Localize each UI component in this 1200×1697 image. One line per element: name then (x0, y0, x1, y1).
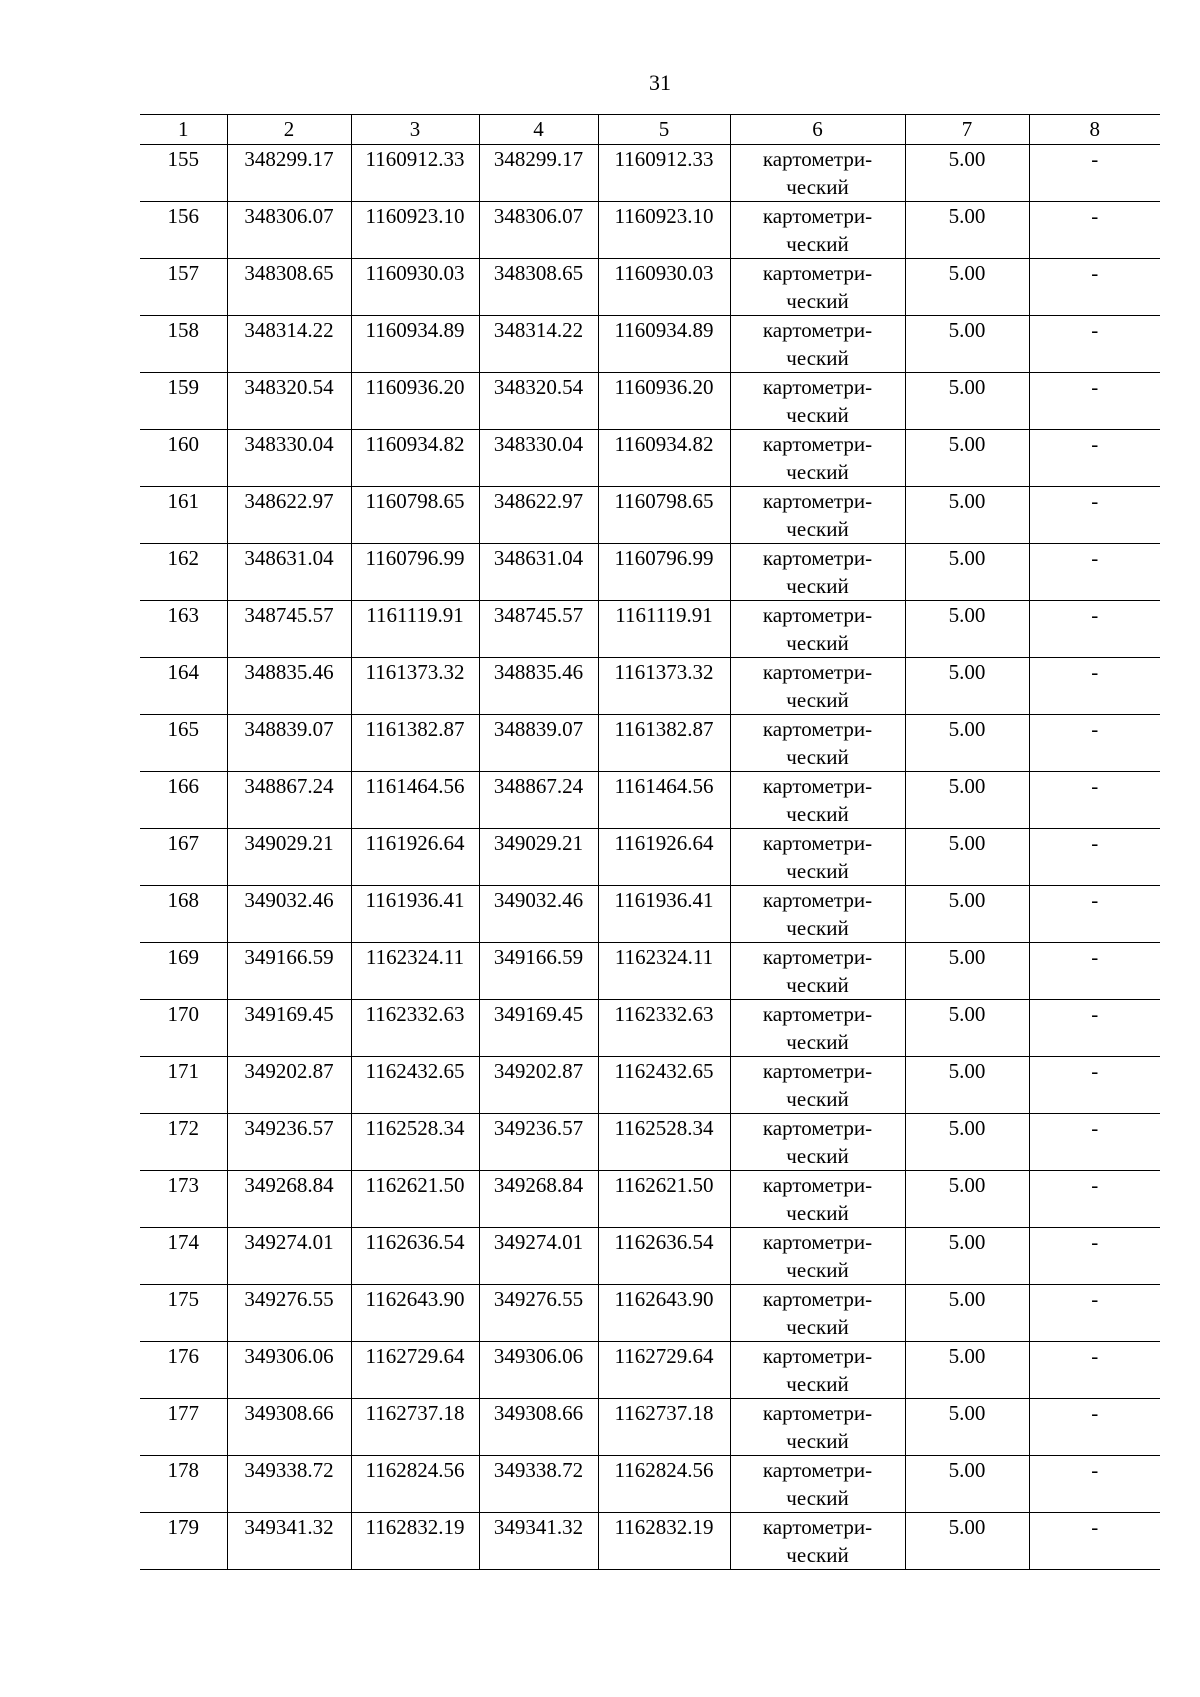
cell-y-coordinate-2: 1162621.50 (598, 1171, 730, 1228)
cell-accuracy: 5.00 (905, 1342, 1029, 1399)
cell-accuracy: 5.00 (905, 544, 1029, 601)
cell-method: картометри- ческий (730, 544, 905, 601)
cell-x-coordinate: 349308.66 (227, 1399, 351, 1456)
column-header-6: 6 (730, 115, 905, 145)
cell-x-coordinate-2: 349306.06 (479, 1342, 598, 1399)
cell-accuracy: 5.00 (905, 1285, 1029, 1342)
cell-method: картометри- ческий (730, 316, 905, 373)
cell-accuracy: 5.00 (905, 715, 1029, 772)
cell-accuracy: 5.00 (905, 1456, 1029, 1513)
cell-note: - (1029, 373, 1160, 430)
cell-method: картометри- ческий (730, 1399, 905, 1456)
cell-x-coordinate-2: 349268.84 (479, 1171, 598, 1228)
cell-y-coordinate: 1161373.32 (351, 658, 479, 715)
cell-x-coordinate-2: 348308.65 (479, 259, 598, 316)
cell-x-coordinate: 349276.55 (227, 1285, 351, 1342)
cell-accuracy: 5.00 (905, 1399, 1029, 1456)
table-row (140, 1399, 1160, 1456)
cell-y-coordinate: 1162643.90 (351, 1285, 479, 1342)
cell-point-number: 163 (140, 601, 227, 658)
cell-x-coordinate: 348622.97 (227, 487, 351, 544)
cell-accuracy: 5.00 (905, 1228, 1029, 1285)
cell-accuracy: 5.00 (905, 658, 1029, 715)
cell-method: картометри- ческий (730, 430, 905, 487)
cell-x-coordinate: 349338.72 (227, 1456, 351, 1513)
cell-note: - (1029, 772, 1160, 829)
cell-x-coordinate: 349236.57 (227, 1114, 351, 1171)
cell-accuracy: 5.00 (905, 886, 1029, 943)
cell-x-coordinate-2: 348299.17 (479, 145, 598, 202)
cell-y-coordinate: 1160923.10 (351, 202, 479, 259)
cell-x-coordinate-2: 348306.07 (479, 202, 598, 259)
table-row (140, 829, 1160, 886)
cell-note: - (1029, 259, 1160, 316)
cell-y-coordinate: 1161926.64 (351, 829, 479, 886)
cell-y-coordinate: 1162432.65 (351, 1057, 479, 1114)
cell-note: - (1029, 316, 1160, 373)
cell-x-coordinate-2: 349029.21 (479, 829, 598, 886)
cell-note: - (1029, 1285, 1160, 1342)
cell-y-coordinate-2: 1162737.18 (598, 1399, 730, 1456)
table-row (140, 1456, 1160, 1513)
cell-x-coordinate-2: 348839.07 (479, 715, 598, 772)
cell-point-number: 156 (140, 202, 227, 259)
cell-y-coordinate-2: 1162324.11 (598, 943, 730, 1000)
cell-y-coordinate-2: 1160798.65 (598, 487, 730, 544)
cell-accuracy: 5.00 (905, 829, 1029, 886)
cell-x-coordinate-2: 349276.55 (479, 1285, 598, 1342)
cell-x-coordinate-2: 348314.22 (479, 316, 598, 373)
cell-point-number: 177 (140, 1399, 227, 1456)
cell-x-coordinate-2: 348631.04 (479, 544, 598, 601)
cell-point-number: 174 (140, 1228, 227, 1285)
cell-method: картометри- ческий (730, 202, 905, 259)
cell-y-coordinate-2: 1162528.34 (598, 1114, 730, 1171)
cell-method: картометри- ческий (730, 1114, 905, 1171)
column-header-5: 5 (598, 115, 730, 145)
table-row (140, 943, 1160, 1000)
cell-y-coordinate-2: 1161119.91 (598, 601, 730, 658)
cell-x-coordinate: 349341.32 (227, 1513, 351, 1570)
table-row (140, 772, 1160, 829)
cell-x-coordinate: 348308.65 (227, 259, 351, 316)
cell-y-coordinate-2: 1162824.56 (598, 1456, 730, 1513)
cell-x-coordinate: 348320.54 (227, 373, 351, 430)
cell-point-number: 167 (140, 829, 227, 886)
cell-point-number: 170 (140, 1000, 227, 1057)
cell-accuracy: 5.00 (905, 316, 1029, 373)
table-row (140, 1057, 1160, 1114)
cell-y-coordinate-2: 1162432.65 (598, 1057, 730, 1114)
cell-method: картометри- ческий (730, 1513, 905, 1570)
table-row (140, 316, 1160, 373)
cell-x-coordinate: 348745.57 (227, 601, 351, 658)
cell-accuracy: 5.00 (905, 202, 1029, 259)
cell-note: - (1029, 544, 1160, 601)
table-row (140, 1114, 1160, 1171)
cell-point-number: 171 (140, 1057, 227, 1114)
cell-point-number: 166 (140, 772, 227, 829)
cell-accuracy: 5.00 (905, 1513, 1029, 1570)
cell-y-coordinate: 1160934.82 (351, 430, 479, 487)
cell-point-number: 157 (140, 259, 227, 316)
cell-method: картометри- ческий (730, 487, 905, 544)
cell-note: - (1029, 715, 1160, 772)
cell-method: картометри- ческий (730, 259, 905, 316)
column-header-3: 3 (351, 115, 479, 145)
cell-y-coordinate-2: 1160934.82 (598, 430, 730, 487)
cell-point-number: 155 (140, 145, 227, 202)
column-header-4: 4 (479, 115, 598, 145)
cell-x-coordinate: 348314.22 (227, 316, 351, 373)
cell-accuracy: 5.00 (905, 601, 1029, 658)
cell-note: - (1029, 1513, 1160, 1570)
cell-x-coordinate: 349029.21 (227, 829, 351, 886)
cell-note: - (1029, 1399, 1160, 1456)
cell-y-coordinate: 1160936.20 (351, 373, 479, 430)
cell-x-coordinate-2: 349032.46 (479, 886, 598, 943)
table-body (140, 145, 1160, 1570)
cell-x-coordinate: 349032.46 (227, 886, 351, 943)
cell-y-coordinate: 1161936.41 (351, 886, 479, 943)
cell-x-coordinate: 349306.06 (227, 1342, 351, 1399)
table-row (140, 1171, 1160, 1228)
cell-note: - (1029, 202, 1160, 259)
cell-x-coordinate-2: 349169.45 (479, 1000, 598, 1057)
column-header-8: 8 (1029, 115, 1160, 145)
cell-accuracy: 5.00 (905, 259, 1029, 316)
cell-y-coordinate-2: 1162643.90 (598, 1285, 730, 1342)
cell-y-coordinate-2: 1160934.89 (598, 316, 730, 373)
cell-x-coordinate-2: 349166.59 (479, 943, 598, 1000)
cell-note: - (1029, 829, 1160, 886)
cell-y-coordinate: 1162737.18 (351, 1399, 479, 1456)
cell-x-coordinate-2: 348867.24 (479, 772, 598, 829)
cell-method: картометри- ческий (730, 373, 905, 430)
cell-y-coordinate: 1162729.64 (351, 1342, 479, 1399)
cell-x-coordinate: 349169.45 (227, 1000, 351, 1057)
cell-y-coordinate: 1161119.91 (351, 601, 479, 658)
cell-y-coordinate: 1160796.99 (351, 544, 479, 601)
cell-y-coordinate: 1161382.87 (351, 715, 479, 772)
cell-x-coordinate-2: 348745.57 (479, 601, 598, 658)
cell-y-coordinate: 1162636.54 (351, 1228, 479, 1285)
cell-y-coordinate: 1162621.50 (351, 1171, 479, 1228)
cell-point-number: 165 (140, 715, 227, 772)
cell-y-coordinate: 1162832.19 (351, 1513, 479, 1570)
column-header-7: 7 (905, 115, 1029, 145)
coordinates-table (140, 114, 1160, 1570)
cell-y-coordinate-2: 1161936.41 (598, 886, 730, 943)
cell-accuracy: 5.00 (905, 1057, 1029, 1114)
table-row (140, 658, 1160, 715)
cell-x-coordinate: 348306.07 (227, 202, 351, 259)
cell-y-coordinate: 1160798.65 (351, 487, 479, 544)
cell-note: - (1029, 1000, 1160, 1057)
cell-y-coordinate-2: 1162832.19 (598, 1513, 730, 1570)
cell-point-number: 161 (140, 487, 227, 544)
cell-method: картометри- ческий (730, 1171, 905, 1228)
table-row (140, 544, 1160, 601)
cell-note: - (1029, 1057, 1160, 1114)
cell-x-coordinate-2: 349338.72 (479, 1456, 598, 1513)
cell-x-coordinate: 349268.84 (227, 1171, 351, 1228)
cell-y-coordinate-2: 1162332.63 (598, 1000, 730, 1057)
cell-method: картометри- ческий (730, 1000, 905, 1057)
cell-y-coordinate-2: 1161926.64 (598, 829, 730, 886)
cell-note: - (1029, 145, 1160, 202)
cell-x-coordinate-2: 348622.97 (479, 487, 598, 544)
cell-y-coordinate-2: 1161382.87 (598, 715, 730, 772)
table-row (140, 886, 1160, 943)
cell-x-coordinate-2: 348330.04 (479, 430, 598, 487)
cell-note: - (1029, 1228, 1160, 1285)
cell-point-number: 175 (140, 1285, 227, 1342)
header-row (140, 115, 1160, 145)
cell-method: картометри- ческий (730, 772, 905, 829)
cell-method: картометри- ческий (730, 145, 905, 202)
table-row (140, 1513, 1160, 1570)
table-row (140, 715, 1160, 772)
table-row (140, 1000, 1160, 1057)
cell-accuracy: 5.00 (905, 1000, 1029, 1057)
table-row (140, 202, 1160, 259)
cell-method: картометри- ческий (730, 1228, 905, 1285)
cell-x-coordinate-2: 349236.57 (479, 1114, 598, 1171)
cell-point-number: 173 (140, 1171, 227, 1228)
cell-y-coordinate: 1162332.63 (351, 1000, 479, 1057)
cell-note: - (1029, 1456, 1160, 1513)
table-row (140, 1285, 1160, 1342)
table-row (140, 430, 1160, 487)
page-number: 31 (649, 70, 671, 95)
cell-y-coordinate-2: 1162729.64 (598, 1342, 730, 1399)
cell-note: - (1029, 658, 1160, 715)
cell-accuracy: 5.00 (905, 145, 1029, 202)
cell-x-coordinate: 348835.46 (227, 658, 351, 715)
cell-x-coordinate: 349274.01 (227, 1228, 351, 1285)
cell-point-number: 172 (140, 1114, 227, 1171)
cell-accuracy: 5.00 (905, 772, 1029, 829)
cell-note: - (1029, 430, 1160, 487)
cell-note: - (1029, 1114, 1160, 1171)
cell-point-number: 160 (140, 430, 227, 487)
cell-point-number: 178 (140, 1456, 227, 1513)
cell-note: - (1029, 1342, 1160, 1399)
cell-y-coordinate: 1160912.33 (351, 145, 479, 202)
table-row (140, 145, 1160, 202)
column-header-2: 2 (227, 115, 351, 145)
cell-y-coordinate-2: 1160912.33 (598, 145, 730, 202)
table-row (140, 373, 1160, 430)
cell-y-coordinate: 1162324.11 (351, 943, 479, 1000)
cell-y-coordinate-2: 1161373.32 (598, 658, 730, 715)
table-row (140, 1342, 1160, 1399)
cell-x-coordinate-2: 349341.32 (479, 1513, 598, 1570)
cell-y-coordinate-2: 1160930.03 (598, 259, 730, 316)
cell-x-coordinate: 348330.04 (227, 430, 351, 487)
cell-accuracy: 5.00 (905, 1171, 1029, 1228)
cell-accuracy: 5.00 (905, 1114, 1029, 1171)
cell-x-coordinate-2: 349202.87 (479, 1057, 598, 1114)
cell-x-coordinate: 348299.17 (227, 145, 351, 202)
cell-x-coordinate-2: 349274.01 (479, 1228, 598, 1285)
cell-x-coordinate-2: 349308.66 (479, 1399, 598, 1456)
cell-y-coordinate: 1162824.56 (351, 1456, 479, 1513)
column-header-1: 1 (140, 115, 227, 145)
cell-y-coordinate: 1162528.34 (351, 1114, 479, 1171)
cell-x-coordinate-2: 348835.46 (479, 658, 598, 715)
cell-x-coordinate-2: 348320.54 (479, 373, 598, 430)
cell-point-number: 162 (140, 544, 227, 601)
table-row (140, 1228, 1160, 1285)
cell-y-coordinate: 1160934.89 (351, 316, 479, 373)
cell-accuracy: 5.00 (905, 430, 1029, 487)
cell-point-number: 179 (140, 1513, 227, 1570)
cell-method: картометри- ческий (730, 886, 905, 943)
cell-x-coordinate: 348839.07 (227, 715, 351, 772)
cell-point-number: 159 (140, 373, 227, 430)
cell-y-coordinate-2: 1160796.99 (598, 544, 730, 601)
cell-note: - (1029, 943, 1160, 1000)
cell-method: картометри- ческий (730, 1456, 905, 1513)
cell-method: картометри- ческий (730, 658, 905, 715)
table-row (140, 487, 1160, 544)
cell-point-number: 164 (140, 658, 227, 715)
cell-accuracy: 5.00 (905, 487, 1029, 544)
cell-note: - (1029, 1171, 1160, 1228)
cell-y-coordinate-2: 1161464.56 (598, 772, 730, 829)
cell-x-coordinate: 348867.24 (227, 772, 351, 829)
cell-method: картометри- ческий (730, 943, 905, 1000)
cell-method: картометри- ческий (730, 715, 905, 772)
cell-method: картометри- ческий (730, 1057, 905, 1114)
cell-note: - (1029, 487, 1160, 544)
cell-y-coordinate: 1161464.56 (351, 772, 479, 829)
cell-method: картометри- ческий (730, 1285, 905, 1342)
cell-x-coordinate: 348631.04 (227, 544, 351, 601)
cell-note: - (1029, 601, 1160, 658)
cell-accuracy: 5.00 (905, 943, 1029, 1000)
cell-point-number: 169 (140, 943, 227, 1000)
cell-method: картометри- ческий (730, 601, 905, 658)
cell-method: картометри- ческий (730, 829, 905, 886)
cell-x-coordinate: 349202.87 (227, 1057, 351, 1114)
cell-method: картометри- ческий (730, 1342, 905, 1399)
table-header (140, 115, 1160, 145)
cell-x-coordinate: 349166.59 (227, 943, 351, 1000)
cell-point-number: 158 (140, 316, 227, 373)
cell-y-coordinate-2: 1162636.54 (598, 1228, 730, 1285)
cell-y-coordinate: 1160930.03 (351, 259, 479, 316)
cell-accuracy: 5.00 (905, 373, 1029, 430)
table-row (140, 601, 1160, 658)
table-row (140, 259, 1160, 316)
cell-point-number: 176 (140, 1342, 227, 1399)
cell-y-coordinate-2: 1160936.20 (598, 373, 730, 430)
cell-y-coordinate-2: 1160923.10 (598, 202, 730, 259)
cell-note: - (1029, 886, 1160, 943)
cell-point-number: 168 (140, 886, 227, 943)
